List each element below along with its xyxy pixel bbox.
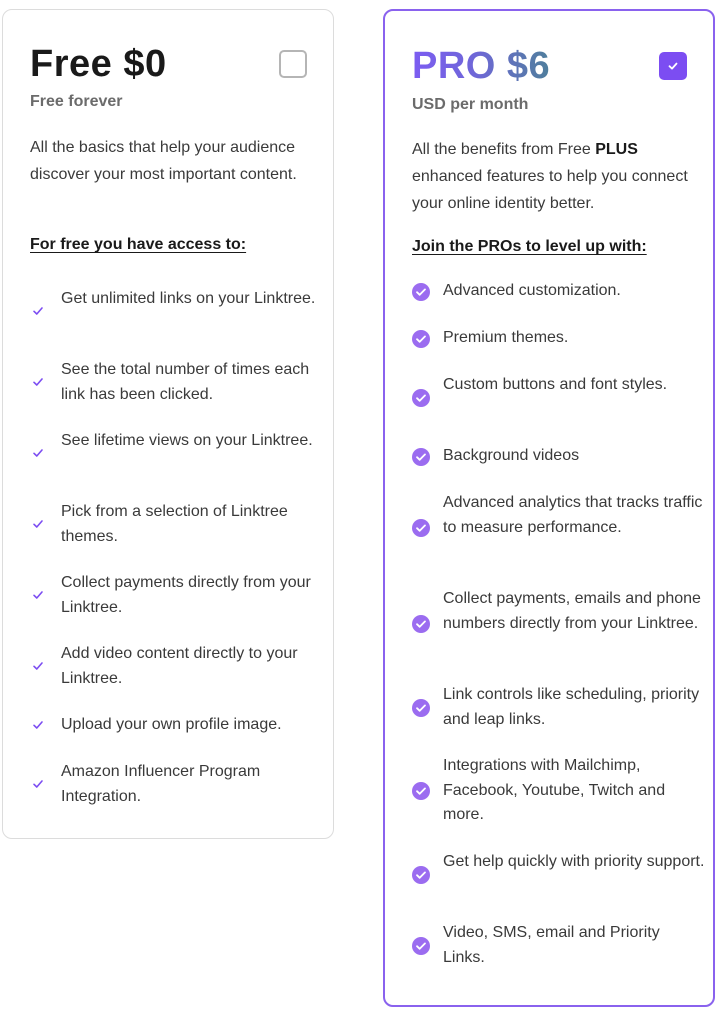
pro-plan-subtitle: USD per month: [412, 96, 529, 113]
pro-description-plus: PLUS: [595, 141, 638, 158]
pro-feature-text: Collect payments, emails and phone numbers directly from your Linktree.: [443, 590, 701, 632]
pro-feature-text: Link controls like scheduling, priority and leap links.: [443, 686, 700, 728]
free-plan-card[interactable]: [2, 9, 334, 839]
free-feature-text: Amazon Influencer Program Integration.: [61, 763, 261, 805]
check-tick-icon: [32, 447, 44, 459]
pro-plan-checkbox[interactable]: [659, 52, 687, 80]
free-features-heading: For free you have access to:: [30, 236, 247, 253]
free-feature-text: Upload your own profile image.: [61, 716, 282, 733]
free-plan-checkbox[interactable]: [279, 50, 307, 78]
free-feature-text: See lifetime views on your Linktree.: [61, 432, 313, 449]
check-tick-icon: [32, 376, 44, 388]
pro-description-text: enhanced features to help you connect your online identity better.: [412, 168, 688, 212]
check-tick-icon: [32, 518, 44, 530]
pro-feature-text: Video, SMS, email and Priority Links.: [443, 924, 660, 966]
free-feature-text: Add video content directly to your Linktree.: [61, 645, 298, 687]
pro-feature-text: Background videos: [443, 447, 580, 464]
pro-feature-text: Integrations with Mailchimp, Facebook, Youtube, Twitch and more.: [443, 757, 666, 823]
check-tick-icon: [32, 660, 44, 672]
pro-description-text: All the benefits from Free: [412, 141, 596, 158]
pro-features-heading: Join the PROs to level up with:: [412, 238, 647, 255]
check-tick-icon: [32, 305, 44, 317]
checkmark-icon: [666, 59, 680, 73]
free-plan-description: All the basics that help your audience discover your most important content.: [30, 139, 297, 183]
free-plan-title: Free $0: [30, 43, 167, 85]
check-circle-icon: [411, 329, 431, 349]
check-circle-icon: [411, 388, 431, 408]
free-feature-text: See the total number of times each link has been clicked.: [61, 361, 310, 403]
pro-plan-description: [412, 136, 697, 217]
check-circle-icon: [411, 282, 431, 302]
pro-plan-card[interactable]: [383, 9, 715, 1007]
pro-feature-text: Advanced analytics that tracks traffic to measure performance.: [443, 494, 703, 536]
pro-feature-text: Premium themes.: [443, 329, 569, 346]
pro-feature-text: Get help quickly with priority support.: [443, 853, 705, 870]
check-tick-icon: [32, 719, 44, 731]
check-circle-icon: [411, 698, 431, 718]
check-circle-icon: [411, 781, 431, 801]
free-feature-text: Collect payments directly from your Linktree.: [61, 574, 311, 616]
check-circle-icon: [411, 936, 431, 956]
free-feature-text: Get unlimited links on your Linktree.: [61, 290, 316, 307]
pro-feature-text: Custom buttons and font styles.: [443, 376, 668, 393]
check-circle-icon: [411, 447, 431, 467]
free-feature-text: Pick from a selection of Linktree themes.: [61, 503, 288, 545]
check-circle-icon: [411, 518, 431, 538]
pro-feature-text: Advanced customization.: [443, 282, 621, 299]
pro-plan-title: PRO $6: [412, 45, 551, 87]
check-circle-icon: [411, 865, 431, 885]
check-circle-icon: [411, 614, 431, 634]
check-tick-icon: [32, 589, 44, 601]
free-plan-subtitle: Free forever: [30, 93, 123, 110]
check-tick-icon: [32, 778, 44, 790]
